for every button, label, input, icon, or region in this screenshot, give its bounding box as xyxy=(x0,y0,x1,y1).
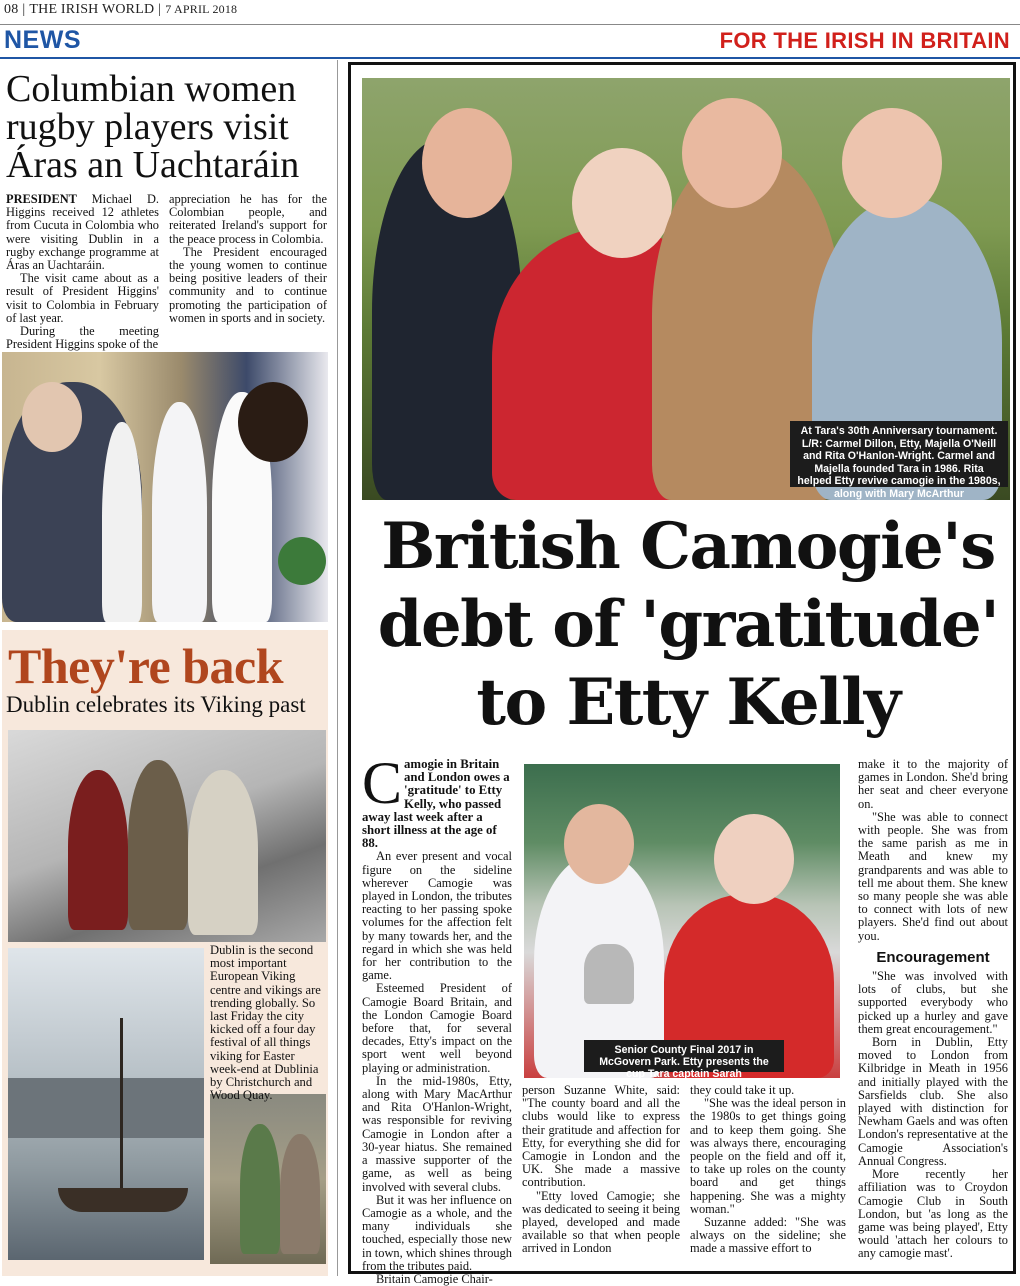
inset-photo-caption: Senior County Final 2017 in McGovern Park. Etty presents the cup Tara captain Sarah xyxy=(584,1040,784,1072)
main-headline xyxy=(360,508,1016,742)
viking-subtitle: Dublin celebrates its Viking past xyxy=(6,692,306,717)
main-headline-line: debt of 'gratitude' xyxy=(377,587,999,662)
section-rule xyxy=(0,57,1020,59)
inset-photo-county-final xyxy=(524,764,840,1078)
article-column-2 xyxy=(522,1084,680,1256)
article-column-1 xyxy=(362,750,512,1286)
issue-date: 7 APRIL 2018 xyxy=(165,2,238,16)
masthead-tagline: FOR THE IRISH IN BRITAIN xyxy=(719,28,1010,53)
masthead: 08 | THE IRISH WORLD | 7 APRIL 2018 xyxy=(4,2,238,17)
rugby-paragraph: appreciation he has for the Colombian people, and reiterated Ireland's support for the peace process in Colombia. xyxy=(169,192,327,246)
column-divider xyxy=(337,60,338,1276)
article-paragraph: "She was the ideal person in the 1980s to get things going and to keep them going. She was always there, encouraging people on the field and off it, to take up roles on the county board and get things happening. She was a mighty woman." xyxy=(690,1096,846,1216)
article-paragraph: make it to the majority of games in London. She'd bring her seat and cheer everyone on. xyxy=(858,757,1008,811)
article-paragraph: "She was involved with lots of clubs, but she supported everybody who picked up a hurley and gave them great encouragement." xyxy=(858,969,1008,1036)
rugby-lead-word: PRESIDENT xyxy=(6,192,77,206)
rugby-paragraph: The President encouraged the young women to continue being positive leaders of their community and to continue promoting the participation of women in sports and in society. xyxy=(169,244,327,325)
article-paragraph: More recently her affiliation was to Croydon Camogie Club in South London, but 'as long as the game was being played', Etty would 'attach her colours to any camogie mast'. xyxy=(858,1167,1008,1261)
article-paragraph: "She was able to connect with people. She was from the same parish as me in Meath and knew my grandparents and was able to tell me about them. She knew so many people she was able to connect with lots of new players. She'd find out about you. xyxy=(858,809,1008,943)
article-paragraph: But it was her influence on Camogie as a whole, and the many individuals she touched, especially those new in town, which shines through from the tributes paid. xyxy=(362,1192,512,1273)
rugby-paragraph: Michael D. Higgins received 12 athletes from Cucuta in Colombia who were visiting Dublin in a rugby exchange programme at Áras an Uachtaráin. xyxy=(6,192,159,273)
article-paragraph: In the mid-1980s, Etty, along with Mary MacArthur and Rita O'Hanlon-Wright, was responsible for reviving Camogie in London after a 30-year hiatus. She remained a massive supporter of the game, as well as being involved with several clubs. xyxy=(362,1073,512,1194)
rugby-paragraph: The visit came about as a result of President Higgins' visit to Colombia in February of last year. xyxy=(6,271,159,325)
article-paragraph: Britain Camogie Chair- xyxy=(376,1271,493,1286)
article-paragraph: Esteemed President of Camogie Board Britain, and the London Camogie Board before that, for several decades, Etty's impact on the sport went well beyond playing or administration. xyxy=(362,981,512,1075)
article-column-3 xyxy=(690,1084,846,1256)
top-rule xyxy=(0,24,1020,25)
viking-photo-longship xyxy=(8,948,204,1260)
rugby-paragraph: During the meeting President Higgins spoke of the xyxy=(6,324,159,352)
viking-caption: Dublin is the second most important European Viking centre and vikings are trending globally. So last Friday the city kicked off a four day festival of all things viking for Easter week-end at Dublinia by Christchurch and Wood Quay. xyxy=(210,943,321,1103)
rugby-photo xyxy=(2,352,328,622)
main-headline-line: to Etty Kelly xyxy=(476,665,900,740)
rugby-article-column-2 xyxy=(169,193,327,325)
page-number: 08 xyxy=(4,2,19,17)
article-intro xyxy=(362,750,512,851)
article-paragraph: Born in Dublin, Etty moved to London from Kilbridge in Meath in 1956 and initially played with the Sarsfields club. She also played with distinction for Newham Gaels and was often London's representative at the Camogie Association's Annual Congress. xyxy=(858,1035,1008,1168)
article-paragraph: "Etty loved Camogie; she was dedicated to seeing it being played, developed and made available so that when people arrived in London xyxy=(522,1188,680,1256)
viking-photo-reenactors xyxy=(8,730,326,942)
article-intro-text: amogie in Britain and London owes a 'gratitude' to Etty Kelly, who passed away last week after a short illness at the age of 88. xyxy=(362,757,510,851)
viking-photo-children xyxy=(210,1094,326,1264)
article-paragraph: An ever present and vocal figure on the sideline wherever Camogie was played in London, the tributes reacting to her passing spoke volumes for the affection felt by many towards her, and the regard in which she was held for her contribution to the game. xyxy=(362,849,512,983)
article-paragraph: person Suzanne White, said: "The county board and all the clubs would like to express their gratitude and affection for Etty, for everything she did for Camogie in London and the UK. She made a massive contribution. xyxy=(522,1083,680,1190)
publication-name: THE IRISH WORLD xyxy=(29,2,155,17)
main-photo-caption: At Tara's 30th Anniversary tournament. L/R: Carmel Dillon, Etty, Majella O'Neill and Rita O'Hanlon-Wright. Carmel and Majella founded Tara in 1986. Rita helped Etty revive camogie in the 1980s, along with Mary McArthur xyxy=(790,421,1008,487)
section-label: NEWS xyxy=(4,26,81,54)
article-subhead: Encouragement xyxy=(876,948,990,966)
article-column-4 xyxy=(858,758,1008,1261)
drop-cap: C xyxy=(362,750,403,816)
article-paragraph: Suzanne added: "She was always on the sideline; she made a massive effort to xyxy=(690,1215,846,1256)
main-headline-line: British Camogie's xyxy=(381,509,995,584)
viking-title: They're back xyxy=(8,638,284,694)
rugby-headline: Columbian women rugby players visit Áras an Uachtaráin xyxy=(6,68,300,186)
rugby-article-column-1 xyxy=(6,193,159,351)
article-paragraph: they could take it up. xyxy=(690,1083,795,1097)
